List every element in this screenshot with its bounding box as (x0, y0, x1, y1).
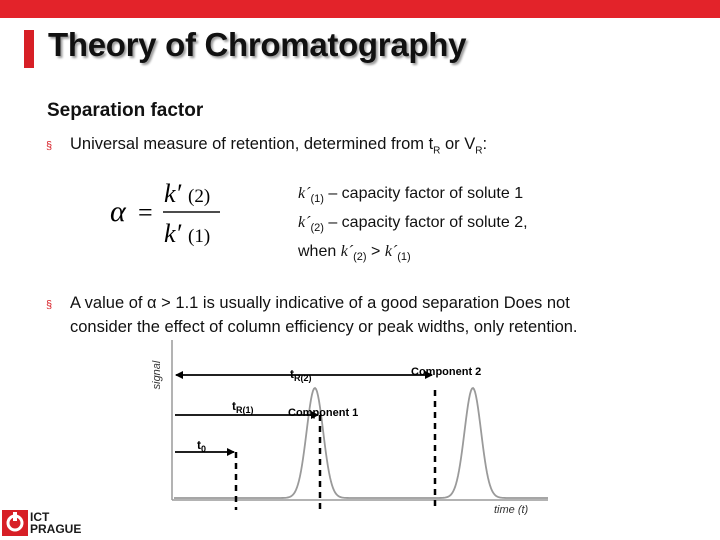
bullet1-mid: or V (440, 135, 476, 153)
bullet1-end: : (482, 135, 488, 153)
bullet-marker-2: § (46, 299, 53, 311)
bullet2-line-2: consider the effect of column efficiency or peak widths, only retention. (70, 318, 578, 336)
bullet-marker-1: § (46, 140, 53, 152)
formula-denominator-k: k′ (164, 219, 182, 248)
slide-subtitle: Separation factor (47, 100, 204, 121)
formula-alpha: α (110, 195, 126, 228)
note2-k: k´ (298, 214, 311, 232)
ict-prague-logo-icon (2, 510, 28, 536)
separation-factor-formula (108, 172, 228, 252)
note1-text: – capacity factor of solute 1 (323, 185, 524, 202)
tR1-label: $t_{R(1)}$ (232, 399, 254, 415)
capacity-factor-notes (298, 182, 528, 270)
bullet-alpha-value (70, 291, 578, 339)
note3-gt: > (366, 243, 385, 261)
component-1-label: Component 1 (288, 407, 359, 419)
note3-sub1: (2) (353, 251, 367, 264)
y-axis-label: signal (151, 360, 163, 390)
note3-k1: k´ (340, 243, 354, 261)
note3-pre: when (298, 243, 341, 261)
note-line-3 (298, 240, 528, 269)
bullet1-sub1: R (433, 145, 441, 157)
note-line-1 (298, 182, 528, 211)
bullet1-sub2: R (475, 145, 483, 157)
note1-sub: (1) (310, 193, 324, 206)
top-accent-bar (0, 0, 720, 18)
bullet2-line-1: A value of α > 1.1 is usually indicative of a good separation Does not (70, 294, 570, 312)
logo-line-2: PRAGUE (30, 521, 82, 536)
title-accent-mark (24, 30, 34, 68)
chromatogram-chart (0, 335, 720, 515)
bullet1-text: Universal measure of retention, determined from t (70, 135, 434, 153)
tR2-label: $t_{R(2)}$ (290, 367, 312, 383)
component-2-label: Component 2 (411, 366, 482, 378)
note-line-2 (298, 211, 528, 240)
t0-label: $t_0$ (197, 438, 207, 454)
bullet-universal-measure (70, 132, 487, 163)
formula-equals: = (138, 198, 153, 227)
logo-text (30, 512, 81, 535)
note3-k2: k´ (384, 243, 398, 261)
x-axis-label: time (t) (494, 504, 529, 515)
slide-title: Theory of Chromatography (48, 26, 467, 63)
logo-line-1: ICT (30, 510, 50, 524)
note2-sub: (2) (310, 222, 324, 235)
note3-sub2: (1) (397, 251, 411, 264)
formula-numerator-k: k′ (164, 179, 182, 208)
note1-k: k´ (298, 185, 311, 202)
chromatogram-signal (174, 388, 548, 498)
formula-denominator-index: (1) (188, 226, 211, 247)
formula-numerator-index: (2) (188, 186, 211, 207)
note2-text: – capacity factor of solute 2, (323, 214, 528, 232)
